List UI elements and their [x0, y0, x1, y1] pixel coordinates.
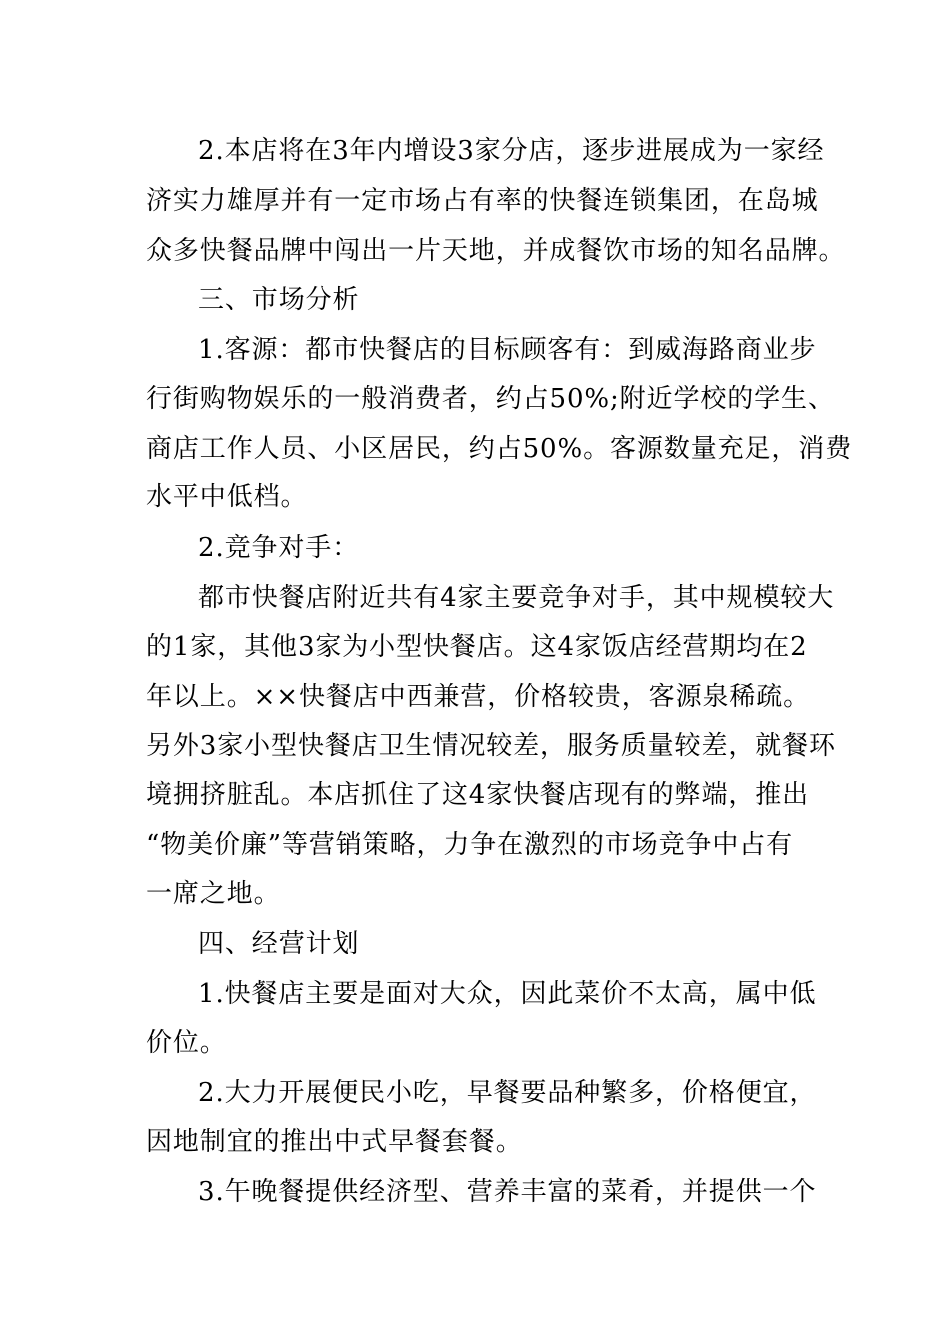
paragraph-line: 2.大力开展便民小吃，早餐要品种繁多，价格便宜，: [198, 1078, 817, 1108]
paragraph-line: 价位。: [146, 1028, 227, 1058]
paragraph-line: 商店工作人员、小区居民，约占50%。客源数量充足，消费: [146, 434, 853, 464]
paragraph-line: 济实力雄厚并有一定市场占有率的快餐连锁集团，在岛城: [146, 186, 819, 216]
paragraph-line: 3.午晚餐提供经济型、营养丰富的菜肴，并提供一个: [198, 1177, 817, 1207]
paragraph-line: 水平中低档。: [146, 482, 308, 512]
paragraph-line: 行街购物娱乐的一般消费者，约占50%;附近学校的学生、: [146, 384, 835, 414]
paragraph-line: 众多快餐品牌中闯出一片天地，并成餐饮市场的知名品牌。: [146, 236, 846, 266]
paragraph-line: 一席之地。: [146, 879, 281, 909]
paragraph-line: “物美价廉”等营销策略，力争在激烈的市场竞争中占有: [146, 830, 794, 860]
paragraph-line: 都市快餐店附近共有4家主要竞争对手，其中规模较大: [198, 583, 835, 613]
paragraph-line: 1.客源：都市快餐店的目标顾客有：到威海路商业步: [198, 335, 817, 365]
paragraph-line: 因地制宜的推出中式早餐套餐。: [146, 1127, 523, 1157]
paragraph-line: 的1家，其他3家为小型快餐店。这4家饭店经营期均在2: [146, 632, 808, 662]
paragraph-line: 2.竞争对手：: [198, 533, 360, 563]
paragraph-line: 年以上。××快餐店中西兼营，价格较贵，客源泉稀疏。: [146, 682, 811, 712]
paragraph-line: 1.快餐店主要是面对大众，因此菜价不太高，属中低: [198, 979, 817, 1009]
section-heading: 三、市场分析: [198, 285, 360, 315]
section-heading: 四、经营计划: [198, 929, 360, 959]
paragraph-line: 境拥挤脏乱。本店抓住了这4家快餐店现有的弊端，推出: [146, 780, 810, 810]
paragraph-line: 另外3家小型快餐店卫生情况较差，服务质量较差，就餐环: [146, 731, 836, 761]
paragraph-line: 2.本店将在3年内增设3家分店，逐步进展成为一家经: [198, 136, 825, 166]
